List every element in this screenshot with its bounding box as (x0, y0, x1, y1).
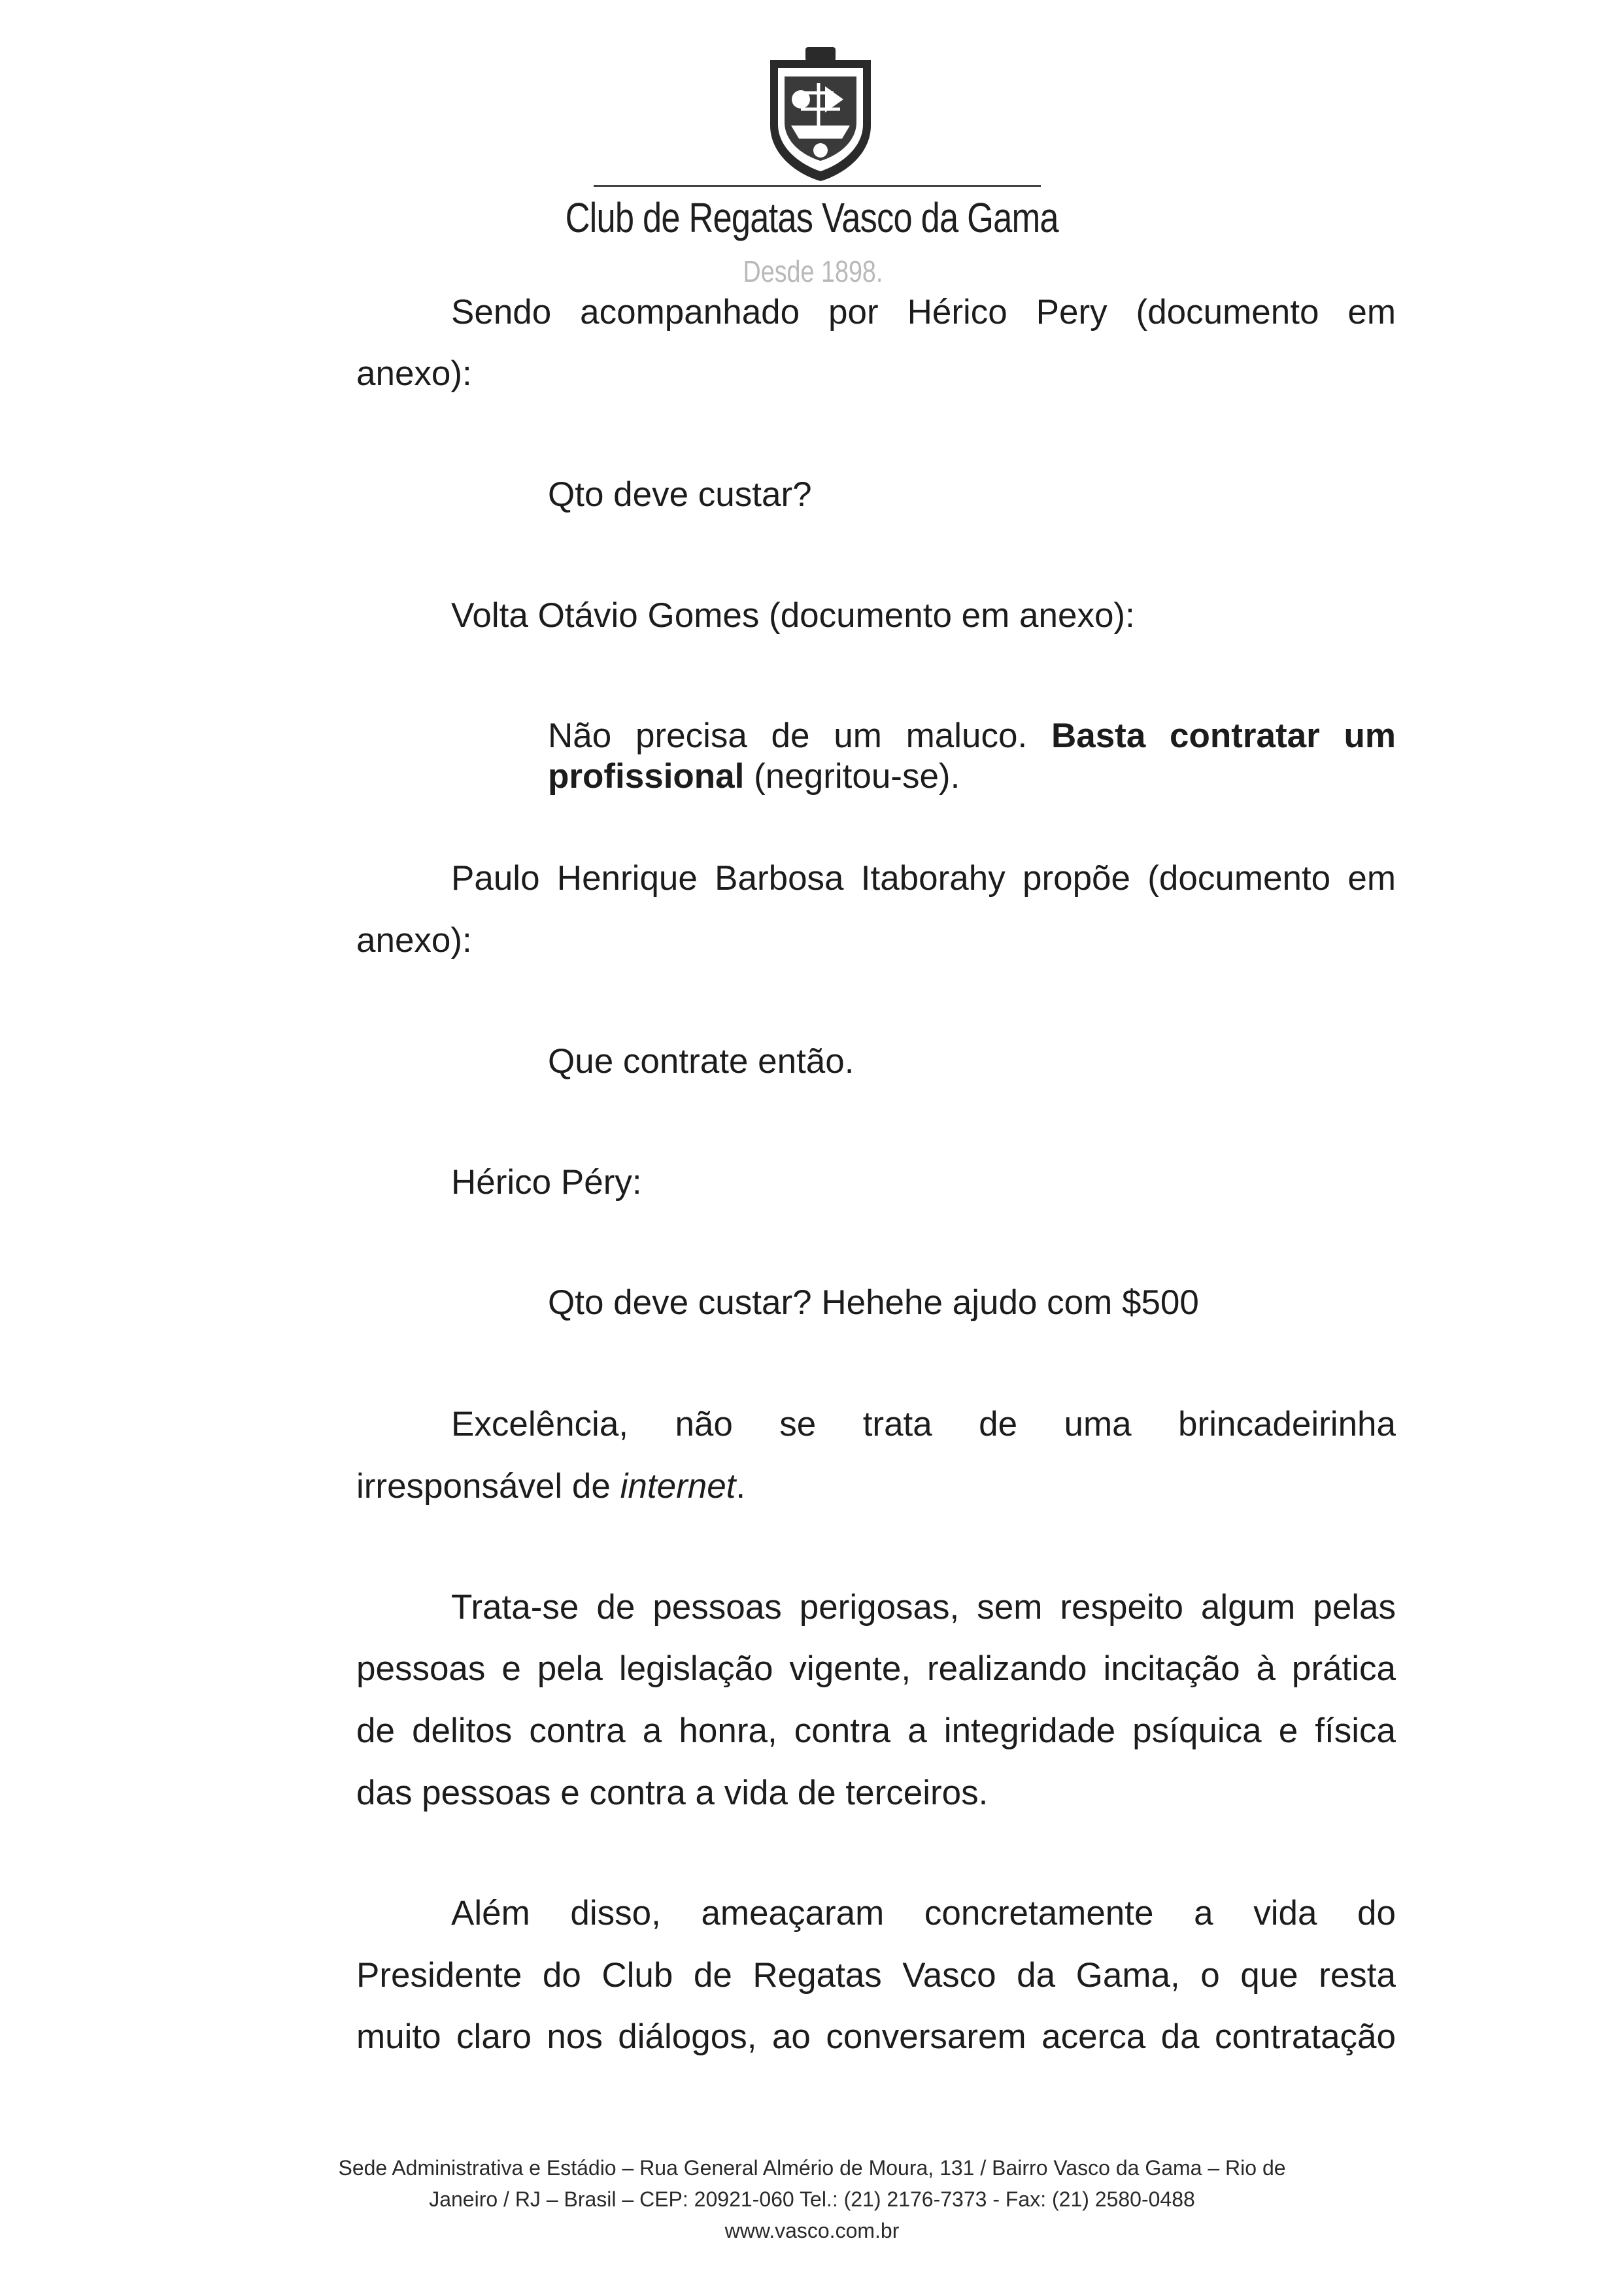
paragraph-5-line-1: Excelência, não se trata de uma brincadeirinha (451, 1405, 1396, 1443)
quote-2-line-2: profissional (negritou-se). (548, 757, 960, 796)
paragraph-3-line-2: anexo): (356, 921, 472, 960)
paragraph-1-line-2: anexo): (356, 354, 472, 393)
quote-4: Qto deve custar? Hehehe ajudo com $500 (548, 1283, 1199, 1322)
paragraph-7-line-1: Além disso, ameaçaram concretamente a vida do (451, 1894, 1396, 1932)
paragraph-6-line-4: das pessoas e contra a vida de terceiros. (356, 1774, 989, 1812)
club-founded: Desde 1898. (743, 254, 883, 288)
club-name: Club de Regatas Vasco da Gama (565, 194, 1058, 241)
quote-3: Que contrate então. (548, 1042, 854, 1081)
footer-address-line-1: Sede Administrativa e Estádio – Rua General Almério de Moura, 131 / Bairro Vasco da Gama – Rio de (338, 2156, 1286, 2180)
paragraph-6-line-3: de delitos contra a honra, contra a integridade psíquica e física (356, 1712, 1396, 1750)
paragraph-2: Volta Otávio Gomes (documento em anexo): (451, 596, 1135, 635)
paragraph-1-line-1: Sendo acompanhado por Hérico Pery (documento em (451, 293, 1396, 331)
paragraph-6-line-1: Trata-se de pessoas perigosas, sem respeito algum pelas (451, 1588, 1396, 1627)
paragraph-7-line-2: Presidente do Club de Regatas Vasco da Gama, o que resta (356, 1956, 1396, 1995)
letterhead-divider (594, 185, 1041, 187)
paragraph-3-line-1: Paulo Henrique Barbosa Itaborahy propõe (documento em (451, 859, 1396, 898)
quote-1: Qto deve custar? (548, 475, 812, 514)
footer-website-link[interactable]: www.vasco.com.br (724, 2219, 900, 2242)
paragraph-5-line-2: irresponsável de internet. (356, 1467, 746, 1506)
paragraph-6-line-2: pessoas e pela legislação vigente, realizando incitação à prática (356, 1649, 1396, 1688)
paragraph-7-line-3: muito claro nos diálogos, ao conversarem acerca da contratação (356, 2017, 1396, 2056)
quote-2-line-1: Não precisa de um maluco. Basta contratar um (548, 717, 1396, 755)
vasco-crest-logo (765, 47, 876, 184)
footer-address-line-2: Janeiro / RJ – Brasil – CEP: 20921-060 Tel.: (21) 2176-7373 - Fax: (21) 2580-0488 (429, 2187, 1195, 2211)
paragraph-4: Hérico Péry: (451, 1163, 642, 1202)
